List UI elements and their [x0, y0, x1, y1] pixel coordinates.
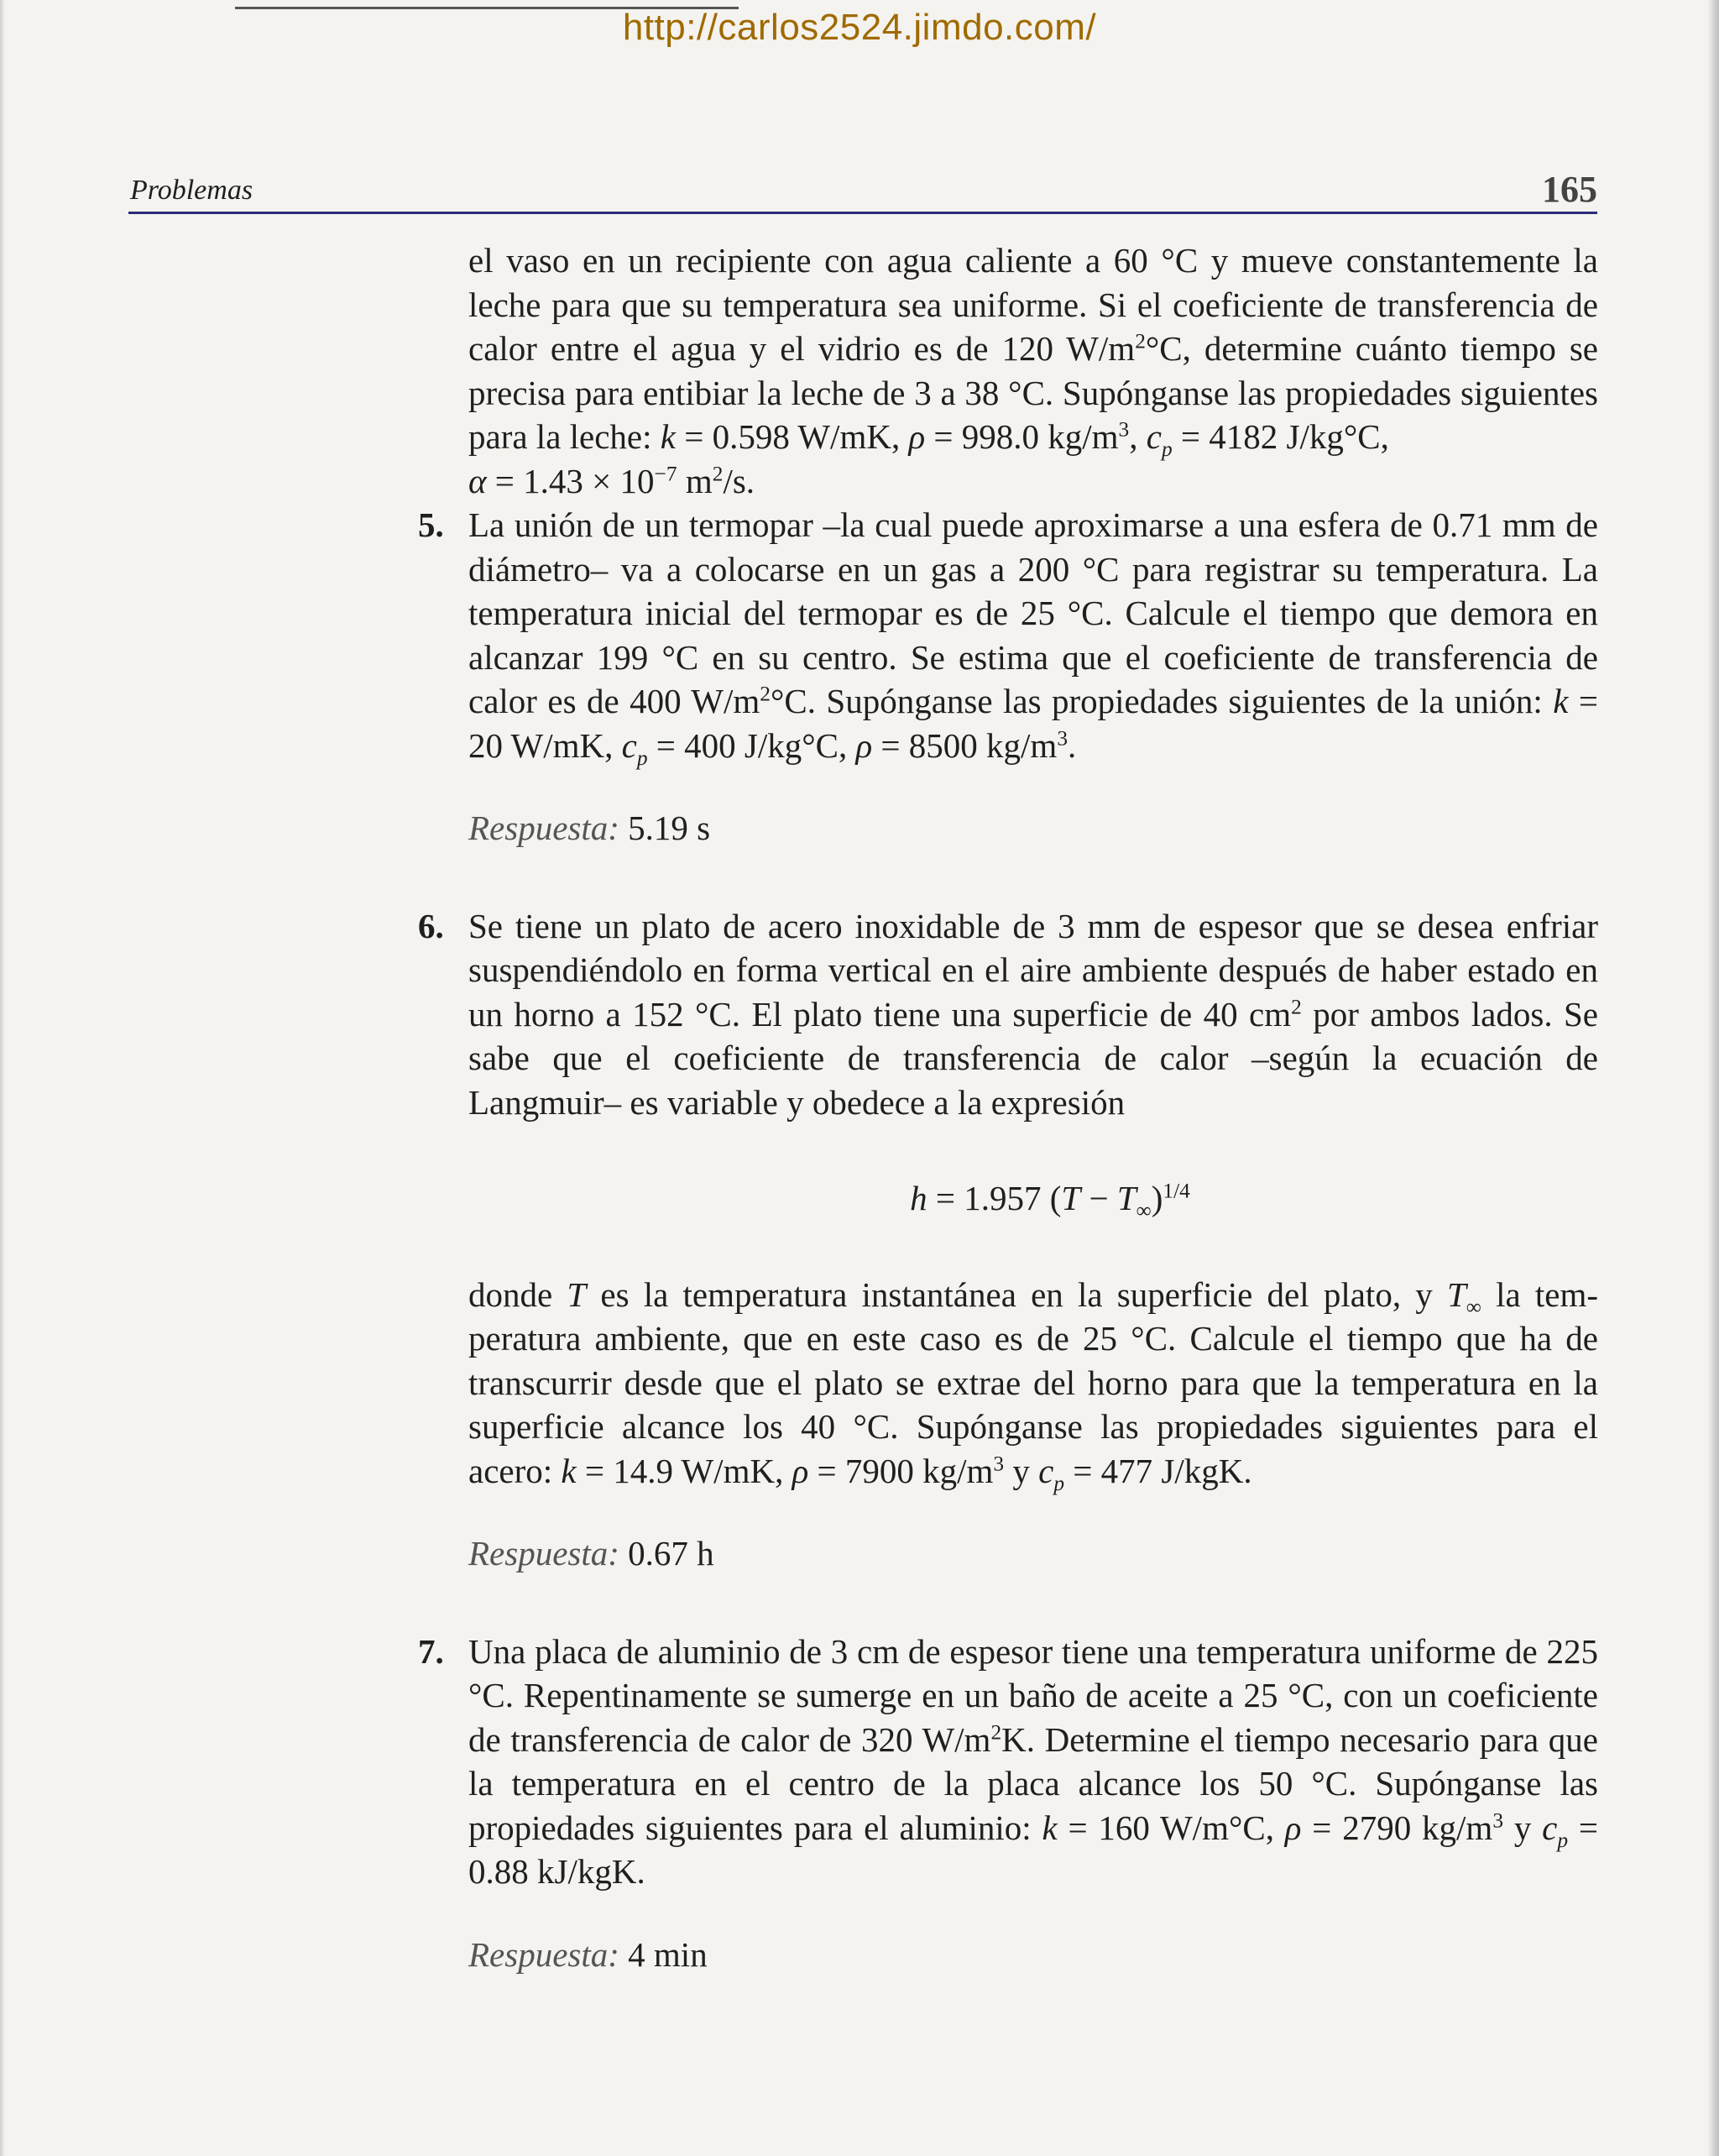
problem-4-continuation: el vaso en un recipiente con agua caliente a 60 °C y mueve constantemente la leche para que su temperatura sea uniforme. Si el coeficiente de transferencia de calor entre el agua y el vidrio es de 120 $W/m^2^\circ C$, determine cuánto tiempo se precisa para entibiar la leche de 3 a 38 °C. Supónganse las propiedades siguientes para la leche: k = 0.598 W/mK, ρ = 998.0 $kg/m^3$, $c_p = 4182$ J/kg°C, $\alpha = 1.43 \times 10^{-7}$ $m^2/s$. [468, 241, 1598, 500]
problem-number: 7. [418, 1631, 444, 1671]
problem-number: 5. [418, 505, 444, 544]
problem-statement-continued: donde T es la temperatura instantánea en la superficie del plato, y $T_\infty$ la temperatura ambiente, que en este caso es de 25 °C. Calcule el tiempo que ha de transcurrir desde que el plato se extrae del horno para que la temperatura en la superficie alcance los 40 °C. Supónganse las propiedades siguientes para el acero: k = 14.9 W/mK, ρ = 7900 $kg/m^3$ y $c_p = 477$ J/kgK. [468, 1274, 1598, 1495]
problem-statement: Se tiene un plato de acero inoxidable de 3 mm de espesor que se desea enfriar suspendiéndolo en forma vertical en el aire ambiente después de haber estado en un horno a 152 °C. El plato tiene una superficie de 40 $cm^2$ por ambos lados. Se sabe que el coeficiente de transferencia de calor –según la ecuación de Langmuir– es variable y obedece a la expresión [468, 906, 1599, 1122]
problem-statement: La unión de un termopar –la cual puede aproximarse a una esfera de 0.71 mm de diámetro– va a colocarse en un gas a 200 °C para registrar su temperatura. La temperatura inicial del termopar es de 25 °C. Calcule el tiempo que demora en alcanzar 199 °C en su centro. Se estima que el coeficiente de transferencia de calor es de 400 $W/m^2^\circ C$. Supónganse las propiedades siguientes de la unión: k = 20 W/mK, $c_p = 400$ J/kg°C, ρ = 8500 $kg/m^3$. [468, 505, 1599, 770]
langmuir-equation: h = 1.957 $(T - T_\infty)^{1/4}$ [910, 1179, 1190, 1223]
problem-answer: Respuesta: 5.19 s [468, 808, 711, 847]
problem-answer: Respuesta: 4 min [468, 1934, 708, 1974]
page-number: 165 [1542, 169, 1597, 210]
problem-answer: Respuesta: 0.67 h [468, 1534, 714, 1573]
problem-number: 6. [418, 906, 444, 945]
section-title: Problemas [130, 175, 253, 206]
problem-statement: Una placa de aluminio de 3 cm de espesor tiene una temperatura uniforme de 225 °C. Repentinamente se sumerge en un baño de aceite a 25 °C, con un coeficiente de transferencia de calor de 320 $W/m^2K$. Determine el tiempo necesario para que la temperatura en el centro de la placa alcance los 50 °C. Supónganse las propiedades siguientes para el aluminio: k = 160 W/m°C, ρ = 2790 $kg/m^3$ y $c_p = 0.88$ kJ/kgK. [468, 1631, 1599, 1891]
problem-5 [418, 503, 1599, 850]
page-body [418, 238, 1599, 1976]
problem-6 [418, 904, 1599, 1576]
page-header [128, 168, 1597, 214]
page-left-edge-shadow [0, 0, 5, 2156]
page-right-edge-shadow [1707, 0, 1719, 2156]
source-url: http://carlos2524.jimdo.com/ [622, 7, 1097, 48]
problem-7 [418, 1630, 1599, 1977]
